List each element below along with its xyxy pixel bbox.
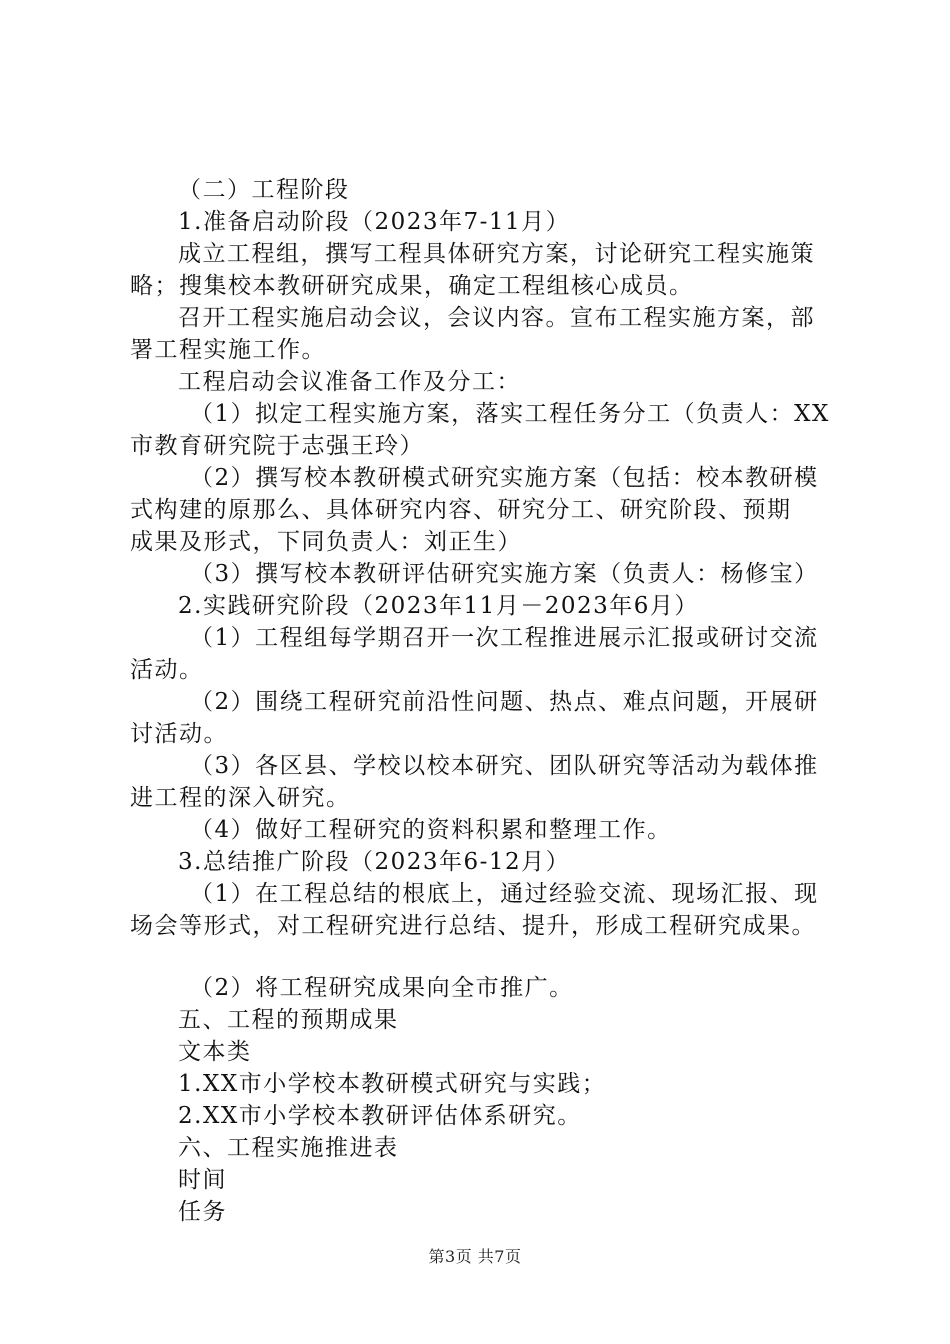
list-item-line: 市教育研究院于志强王玲） (130, 433, 424, 459)
list-item-line: （2）围绕工程研究前沿性问题、热点、难点问题，开展研 (190, 689, 819, 715)
paragraph-line: 召开工程实施启动会议，会议内容。宣布工程实施方案，部 (178, 305, 815, 331)
stage-heading-preparation: 1.准备启动阶段（2023年7-11月） (178, 209, 571, 235)
list-item-line: （1）工程组每学期召开一次工程推进展示汇报或研讨交流 (190, 625, 819, 651)
paragraph-gap (130, 942, 850, 972)
list-item-line: （1）在工程总结的根底上，通过经验交流、现场汇报、现 (190, 881, 819, 907)
paragraph-line: 成立工程组，撰写工程具体研究方案，讨论研究工程实施策 (178, 241, 815, 267)
list-item-line: （1）拟定工程实施方案，落实工程任务分工（负责人：XX (190, 401, 830, 427)
paragraph-line: 工程启动会议准备工作及分工： (178, 369, 521, 395)
list-item-line: 进工程的深入研究。 (130, 785, 351, 811)
paragraph-line: 署工程实施工作。 (130, 337, 326, 363)
table-header-task: 任务 (178, 1199, 227, 1225)
section-heading-outcomes: 五、工程的预期成果 (178, 1007, 399, 1033)
stage-heading-practice: 2.实践研究阶段（2023年11月－2023年6月） (178, 593, 699, 619)
list-item-line: 活动。 (130, 657, 204, 683)
list-item-line: （4）做好工程研究的资料积累和整理工作。 (190, 817, 672, 843)
list-item-line: （3）各区县、学校以校本研究、团队研究等活动为载体推 (190, 753, 819, 779)
paragraph-line: 略；搜集校本教研研究成果，确定工程组核心成员。 (130, 273, 694, 299)
document-body (130, 174, 850, 1228)
outcome-item: 1.XX市小学校本教研模式研究与实践； (178, 1071, 607, 1097)
list-item-line: 场会等形式，对工程研究进行总结、提升，形成工程研究成果。 (130, 913, 816, 939)
list-item-line: 讨活动。 (130, 721, 228, 747)
list-item-line: 式构建的原那么、具体研究内容、研究分工、研究阶段、预期 (130, 497, 792, 523)
list-item-line: （2）撰写校本教研模式研究实施方案（包括：校本教研模 (190, 465, 819, 491)
list-item-line: （3）撰写校本教研评估研究实施方案（负责人：杨修宝） (190, 561, 819, 587)
section-heading-schedule: 六、工程实施推进表 (178, 1135, 399, 1161)
stage-heading-summary: 3.总结推广阶段（2023年6-12月） (178, 849, 571, 875)
section-heading-stages: （二）工程阶段 (178, 177, 350, 203)
outcome-item: 2.XX市小学校本教研评估体系研究。 (178, 1103, 582, 1129)
table-header-time: 时间 (178, 1167, 227, 1193)
list-item-line: 成果及形式，下同负责人：刘正生） (130, 529, 522, 555)
list-item-line: （2）将工程研究成果向全市推广。 (190, 975, 574, 1001)
subheading-text-category: 文本类 (178, 1039, 252, 1065)
page-footer: 第3页 共7页 (428, 1247, 522, 1266)
